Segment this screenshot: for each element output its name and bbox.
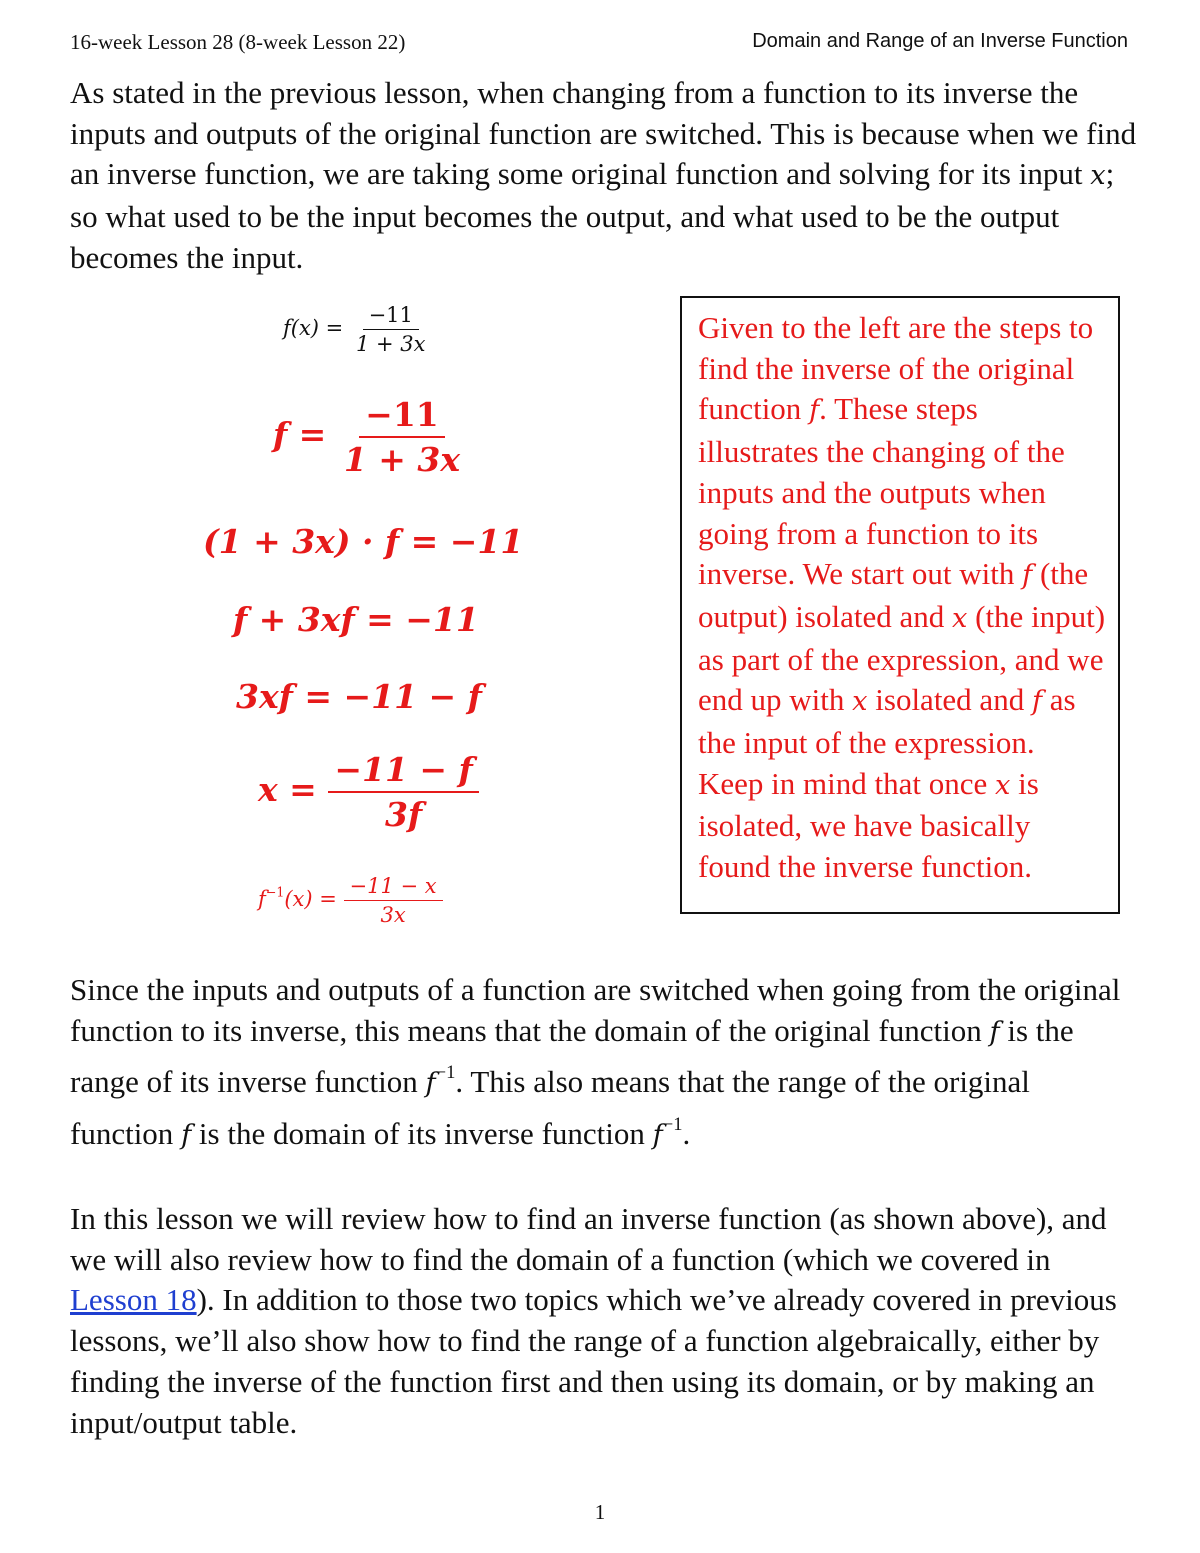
intro-paragraph: As stated in the previous lesson, when changing from a function to its inverse the inputs and outputs of the original function are switched. This is because when we find an inverse function, we are taking some original function and solving for its input x; so what used to be the input becomes the output, and what used to be the output becomes the input.	[70, 75, 1137, 275]
header-lesson-title: Domain and Range of an Inverse Function	[752, 30, 1128, 52]
step2-equation: (1 + 3x) · f = −11	[203, 522, 524, 561]
step1-equation: f = $\frac{-11}{1 + 3x}$	[273, 395, 461, 479]
domain-range-paragraph: Since the inputs and outputs of a function are switched when going from the original function to its inverse, this means that the domain of the original function f is the range of its inverse function $f^{-1}$. This also means that the range of the original function f is the domain of its inverse function $f^{-1}$.	[70, 972, 1121, 1151]
lesson-overview-paragraph: In this lesson we will review how to find an inverse function (as shown above), and we will also review how to find the domain of a function (which we covered in Lesson 18). In addition to those two topics which we’ve already covered in previous lessons, we’ll also show how to find the range of a function algebraically, either by finding the inverse of the function first and then using its domain, or by making an input/output table.	[70, 1201, 1117, 1440]
inverse-function-equation: $f^{-1}(x)$ = $\frac{-11 - x}{3x}$	[258, 874, 443, 927]
step5-equation: x = $\frac{-11 - f}{3f}$	[258, 750, 479, 834]
original-function-equation: f(x) = $\frac{-11}{1 + 3x}$	[283, 303, 426, 356]
inverse-steps-note-box: Given to the left are the steps to find the inverse of the original function f. These steps illustrates the changing of the inputs and the outputs when going from a function to its inverse. We start out with f (the output) isolated and x (the input) as part of the expression, and we end up with x isolated and f as the input of the expression. Keep in mind that once x is isolated, we have basically found the inverse function.	[680, 296, 1120, 914]
lesson-18-link[interactable]: Lesson 18	[70, 1282, 197, 1318]
step4-equation: 3xf = −11 − f	[236, 677, 482, 716]
header-lesson-number: 16-week Lesson 28 (8-week Lesson 22)	[70, 30, 406, 54]
page-number: 1	[594, 1500, 606, 1524]
step3-equation: f + 3xf = −11	[233, 600, 479, 639]
